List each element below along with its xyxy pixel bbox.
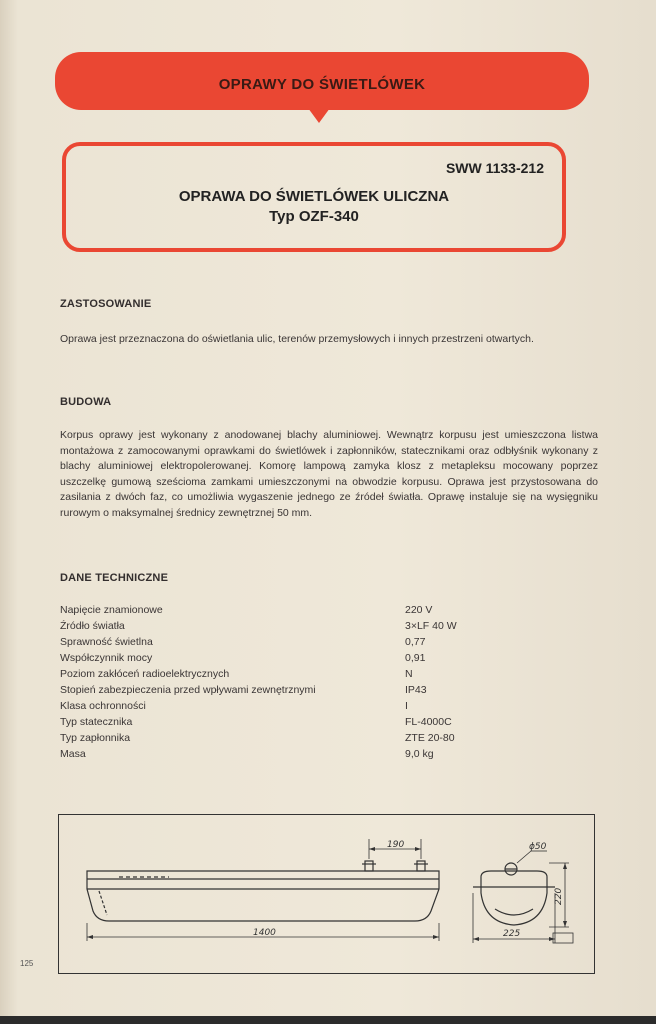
- spec-label: Sprawność świetlna: [60, 636, 153, 648]
- spec-row: [60, 652, 490, 668]
- spec-row: [60, 684, 490, 700]
- spec-value: IP43: [405, 684, 427, 696]
- dim-length: 1400: [253, 928, 276, 938]
- dim-mount-spacing: 190: [387, 840, 405, 850]
- spec-value: FL-4000C: [405, 716, 452, 728]
- page-number: 125: [20, 959, 34, 968]
- technical-drawing: [59, 815, 593, 972]
- spec-value: 0,91: [405, 652, 426, 664]
- product-code: SWW 1133-212: [445, 160, 544, 176]
- heading-zastosowanie: ZASTOSOWANIE: [60, 298, 152, 310]
- spec-row: [60, 636, 490, 652]
- spec-label: Typ statecznika: [60, 716, 133, 728]
- dim-diameter: ϕ50: [529, 842, 547, 852]
- spec-value: ZTE 20-80: [405, 732, 455, 744]
- spec-value: 220 V: [405, 604, 433, 616]
- technical-drawing-frame: [58, 814, 595, 974]
- product-title: OPRAWA DO ŚWIETLÓWEK ULICZNA: [178, 188, 450, 205]
- spec-value: 0,77: [405, 636, 426, 648]
- spec-value: I: [405, 700, 408, 712]
- spec-row: [60, 732, 490, 748]
- spec-label: Stopień zabezpieczenia przed wpływami zewnętrznymi: [60, 684, 316, 696]
- page-edge: [0, 1016, 656, 1024]
- product-title-box: [62, 142, 566, 252]
- banner-pointer: [308, 108, 330, 123]
- category-banner: [55, 52, 589, 110]
- product-type: Typ OZF-340: [269, 208, 359, 225]
- spec-row: [60, 604, 490, 620]
- spec-value: 3×LF 40 W: [405, 620, 457, 632]
- spec-label: Napięcie znamionowe: [60, 604, 163, 616]
- spec-label: Masa: [60, 748, 86, 760]
- text-budowa: Korpus oprawy jest wykonany z anodowanej blachy aluminiowej. Wewnątrz korpusu jest umieszczona listwa montażowa z zamocowanymi oprawkami do świetlówek i zapłonników, statecznikami oraz odbłyśnik wykonany z blachy aluminiowej elektropolerowanej. Komorę lampową zamyka klosz z metapleksu mocowany poprzez uszczelkę gumową sześcioma zamkami umieszczonymi na obwodzie korpusu. Oprawa jest przystosowana do zasilania z dwóch faz, co umożliwia wygaszenie jednego ze źródeł światła. Oprawę instaluje się na wysięgniku rurowym o maksymalnej średnicy zewnętrznej 50 mm.: [60, 429, 598, 519]
- category-title: OPRAWY DO ŚWIETLÓWEK: [218, 76, 426, 93]
- spec-row: [60, 716, 490, 732]
- spec-row: [60, 748, 490, 764]
- spec-row: [60, 620, 490, 636]
- dim-height: 220: [554, 887, 564, 905]
- spec-label: Źródło światła: [60, 620, 125, 632]
- spec-row: [60, 700, 490, 716]
- spec-value: 9,0 kg: [405, 748, 434, 760]
- spec-label: Klasa ochronności: [60, 700, 146, 712]
- spec-label: Poziom zakłóceń radioelektrycznych: [60, 668, 230, 680]
- heading-budowa: BUDOWA: [60, 396, 112, 408]
- spec-value: N: [405, 668, 413, 680]
- fixture-front-body: [481, 871, 547, 925]
- spec-table: [60, 604, 490, 764]
- heading-dane-techniczne: DANE TECHNICZNE: [60, 572, 169, 584]
- spec-label: Współczynnik mocy: [60, 652, 153, 664]
- text-zastosowanie: Oprawa jest przeznaczona do oświetlania ulic, terenów przemysłowych i innych przestrzeni otwartych.: [60, 333, 534, 345]
- spec-row: [60, 668, 490, 684]
- spec-label: Typ zapłonnika: [60, 732, 131, 744]
- dim-width: 225: [503, 929, 521, 939]
